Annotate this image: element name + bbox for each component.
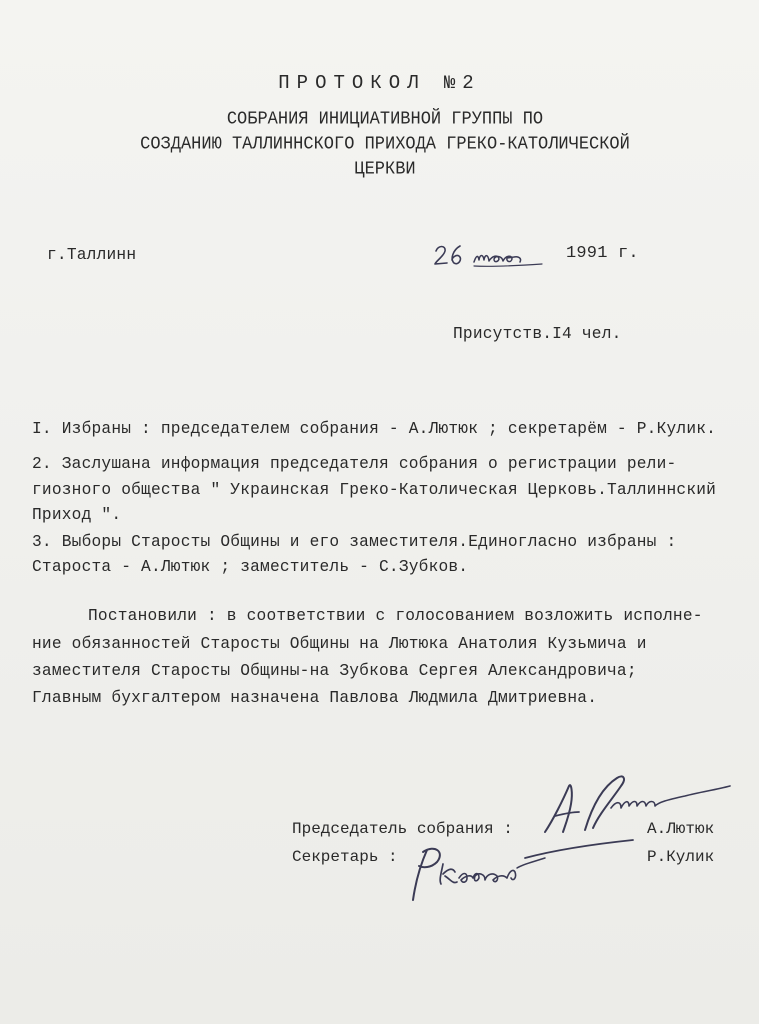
subtitle-line-1: СОБРАНИЯ ИНИЦИАТИВНОЙ ГРУППЫ ПО	[226, 109, 544, 130]
secretary-signature	[405, 838, 565, 908]
item-2-line-2: гиозного общества " Украинская Греко-Католическая Церковь.Таллиннский	[32, 481, 717, 499]
chair-label: Председатель собрания :	[292, 820, 513, 838]
resolution-line-4: Главным бухгалтером назначена Павлова Людмила Дмитриевна.	[32, 689, 598, 707]
attendance-label: Присутств.I4 чел.	[453, 325, 622, 343]
handwritten-date	[432, 240, 552, 270]
subtitle-line-2: СОЗДАНИЮ ТАЛЛИННСКОГО ПРИХОДА ГРЕКО-КАТОЛИЧЕСКОЙ	[140, 134, 630, 155]
resolution-line-3: заместителя Старосты Общины-на Зубкова Сергея Александровича;	[32, 662, 637, 680]
item-3-line-2: Староста - А.Лютюк ; заместитель - С.Зубков.	[32, 558, 469, 576]
subtitle-line-3: ЦЕРКВИ	[354, 159, 416, 180]
resolution-line-1: Постановили : в соответствии с голосованием возложить исполне-	[88, 607, 703, 625]
secretary-name: Р.Кулик	[647, 848, 715, 866]
city-label: г.Таллинн	[47, 246, 137, 264]
protocol-title: ПРОТОКОЛ №2	[278, 72, 481, 94]
secretary-label: Секретарь :	[292, 848, 398, 866]
year-label: 1991 г.	[566, 244, 639, 263]
item-1: I. Избраны : председателем собрания - А.Лютюк ; секретарём - Р.Кулик.	[32, 420, 717, 438]
resolution-line-2: ние обязанностей Старосты Общины на Лютюка Анатолия Кузьмича и	[32, 635, 647, 653]
item-3-line-1: 3. Выборы Старосты Общины и его заместителя.Единогласно избраны :	[32, 533, 677, 551]
item-2-line-1: 2. Заслушана информация председателя собрания о регистрации рели-	[32, 455, 677, 473]
item-2-line-3: Приход ".	[32, 506, 122, 524]
chair-name: А.Лютюк	[647, 820, 715, 838]
